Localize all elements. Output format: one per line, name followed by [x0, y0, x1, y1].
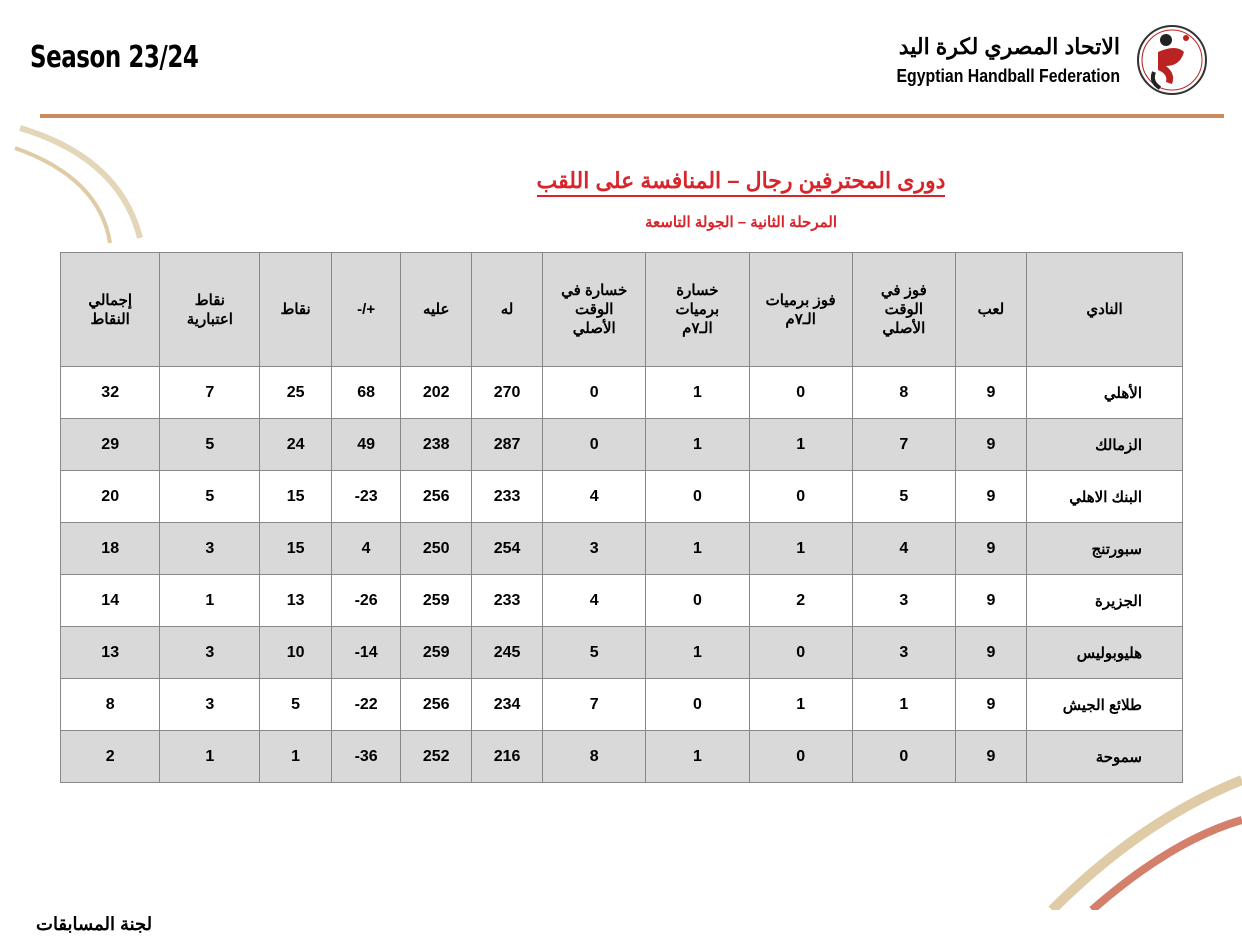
stat-cell: 0: [749, 471, 852, 523]
column-header: النادي: [1027, 253, 1183, 367]
stat-cell: 0: [543, 367, 646, 419]
stat-cell: 0: [543, 419, 646, 471]
table-row: [61, 731, 1183, 783]
table-row: [61, 523, 1183, 575]
table-row: [61, 575, 1183, 627]
column-header: لعب: [955, 253, 1026, 367]
stat-cell: 256: [401, 471, 472, 523]
stat-cell: 2: [749, 575, 852, 627]
stat-cell: 1: [646, 627, 749, 679]
column-header: نقاط: [260, 253, 332, 367]
table-row: [61, 419, 1183, 471]
stat-cell: 7: [852, 419, 955, 471]
stat-cell: 3: [543, 523, 646, 575]
stat-cell: 7: [543, 679, 646, 731]
team-name: طلائع الجيش: [1027, 679, 1183, 731]
stat-cell: 259: [401, 627, 472, 679]
stat-cell: 0: [646, 575, 749, 627]
stat-cell: -14: [331, 627, 401, 679]
stat-cell: 245: [471, 627, 542, 679]
stat-cell: 9: [955, 419, 1026, 471]
stat-cell: 20: [61, 471, 160, 523]
stat-cell: 5: [852, 471, 955, 523]
stat-cell: 13: [61, 627, 160, 679]
stat-cell: 0: [646, 679, 749, 731]
column-header: عليه: [401, 253, 472, 367]
column-header: فوز في الوقت الأصلي: [852, 253, 955, 367]
stat-cell: 3: [852, 627, 955, 679]
stat-cell: 9: [955, 731, 1026, 783]
stat-cell: 2: [61, 731, 160, 783]
stat-cell: 5: [260, 679, 332, 731]
team-name: الزمالك: [1027, 419, 1183, 471]
stat-cell: 252: [401, 731, 472, 783]
stat-cell: 5: [160, 471, 260, 523]
stat-cell: 5: [543, 627, 646, 679]
stat-cell: 216: [471, 731, 542, 783]
stat-cell: 68: [331, 367, 401, 419]
stat-cell: 0: [749, 731, 852, 783]
column-header: له: [471, 253, 542, 367]
federation-name-ar: الاتحاد المصري لكرة اليد: [898, 34, 1120, 59]
stat-cell: 9: [955, 575, 1026, 627]
season-label: Season 23/24: [30, 40, 199, 75]
stat-cell: -22: [331, 679, 401, 731]
stat-cell: -36: [331, 731, 401, 783]
federation-logo: [1136, 22, 1208, 98]
table-row: [61, 471, 1183, 523]
stat-cell: 7: [160, 367, 260, 419]
stat-cell: 10: [260, 627, 332, 679]
column-header: نقاط اعتبارية: [160, 253, 260, 367]
stat-cell: 1: [646, 731, 749, 783]
stat-cell: 25: [260, 367, 332, 419]
stat-cell: 14: [61, 575, 160, 627]
stat-cell: 270: [471, 367, 542, 419]
stat-cell: 1: [852, 679, 955, 731]
stat-cell: 8: [61, 679, 160, 731]
stat-cell: 9: [955, 679, 1026, 731]
stat-cell: 18: [61, 523, 160, 575]
stat-cell: 1: [160, 575, 260, 627]
stat-cell: 8: [543, 731, 646, 783]
stat-cell: 4: [543, 575, 646, 627]
stat-cell: 15: [260, 471, 332, 523]
stat-cell: 5: [160, 419, 260, 471]
stat-cell: 32: [61, 367, 160, 419]
stat-cell: 234: [471, 679, 542, 731]
stat-cell: 233: [471, 471, 542, 523]
table-row: [61, 367, 1183, 419]
column-header: خسارة برميات الـ٧م: [646, 253, 749, 367]
team-name: البنك الاهلي: [1027, 471, 1183, 523]
page-subtitle: المرحلة الثانية – الجولة التاسعة: [644, 214, 838, 231]
stat-cell: 29: [61, 419, 160, 471]
stat-cell: 259: [401, 575, 472, 627]
stat-cell: 1: [646, 367, 749, 419]
stat-cell: 3: [160, 523, 260, 575]
stat-cell: 3: [852, 575, 955, 627]
stat-cell: -26: [331, 575, 401, 627]
stat-cell: 1: [646, 523, 749, 575]
stat-cell: 238: [401, 419, 472, 471]
stat-cell: -23: [331, 471, 401, 523]
stat-cell: 49: [331, 419, 401, 471]
stat-cell: 202: [401, 367, 472, 419]
column-header: فوز برميات الـ٧م: [749, 253, 852, 367]
stat-cell: 1: [260, 731, 332, 783]
stat-cell: 287: [471, 419, 542, 471]
stat-cell: 250: [401, 523, 472, 575]
column-header: خسارة في الوقت الأصلي: [543, 253, 646, 367]
standings-table: [60, 252, 1183, 783]
stat-cell: 9: [955, 367, 1026, 419]
stat-cell: 0: [646, 471, 749, 523]
stat-cell: 3: [160, 627, 260, 679]
stat-cell: 9: [955, 523, 1026, 575]
stat-cell: 1: [749, 679, 852, 731]
federation-name: [866, 34, 1120, 87]
stat-cell: 1: [749, 419, 852, 471]
footer-committee: لجنة المسابقات: [36, 914, 153, 934]
stat-cell: 1: [646, 419, 749, 471]
team-name: سبورتنج: [1027, 523, 1183, 575]
stat-cell: 256: [401, 679, 472, 731]
header-rule: [40, 114, 1224, 118]
stat-cell: 3: [160, 679, 260, 731]
table-row: [61, 679, 1183, 731]
table-row: [61, 627, 1183, 679]
stat-cell: 9: [955, 627, 1026, 679]
stat-cell: 254: [471, 523, 542, 575]
team-name: هليوبوليس: [1027, 627, 1183, 679]
team-name: الأهلي: [1027, 367, 1183, 419]
federation-name-en: Egyptian Handball Federation: [896, 66, 1120, 86]
stat-cell: 13: [260, 575, 332, 627]
column-header: إجمالي النقاط: [61, 253, 160, 367]
stat-cell: 4: [543, 471, 646, 523]
stat-cell: 4: [852, 523, 955, 575]
stat-cell: 1: [749, 523, 852, 575]
team-name: سموحة: [1027, 731, 1183, 783]
column-header: +/-: [331, 253, 401, 367]
stat-cell: 9: [955, 471, 1026, 523]
table-header-row: [61, 253, 1183, 367]
page-title: [0, 168, 1242, 194]
page-title-text: دورى المحترفين رجال – المنافسة على اللقب: [537, 168, 946, 197]
stat-cell: 0: [749, 627, 852, 679]
stat-cell: 4: [331, 523, 401, 575]
stat-cell: 0: [749, 367, 852, 419]
team-name: الجزيرة: [1027, 575, 1183, 627]
stat-cell: 15: [260, 523, 332, 575]
stat-cell: 8: [852, 367, 955, 419]
stat-cell: 1: [160, 731, 260, 783]
stat-cell: 24: [260, 419, 332, 471]
stat-cell: 233: [471, 575, 542, 627]
stat-cell: 0: [852, 731, 955, 783]
